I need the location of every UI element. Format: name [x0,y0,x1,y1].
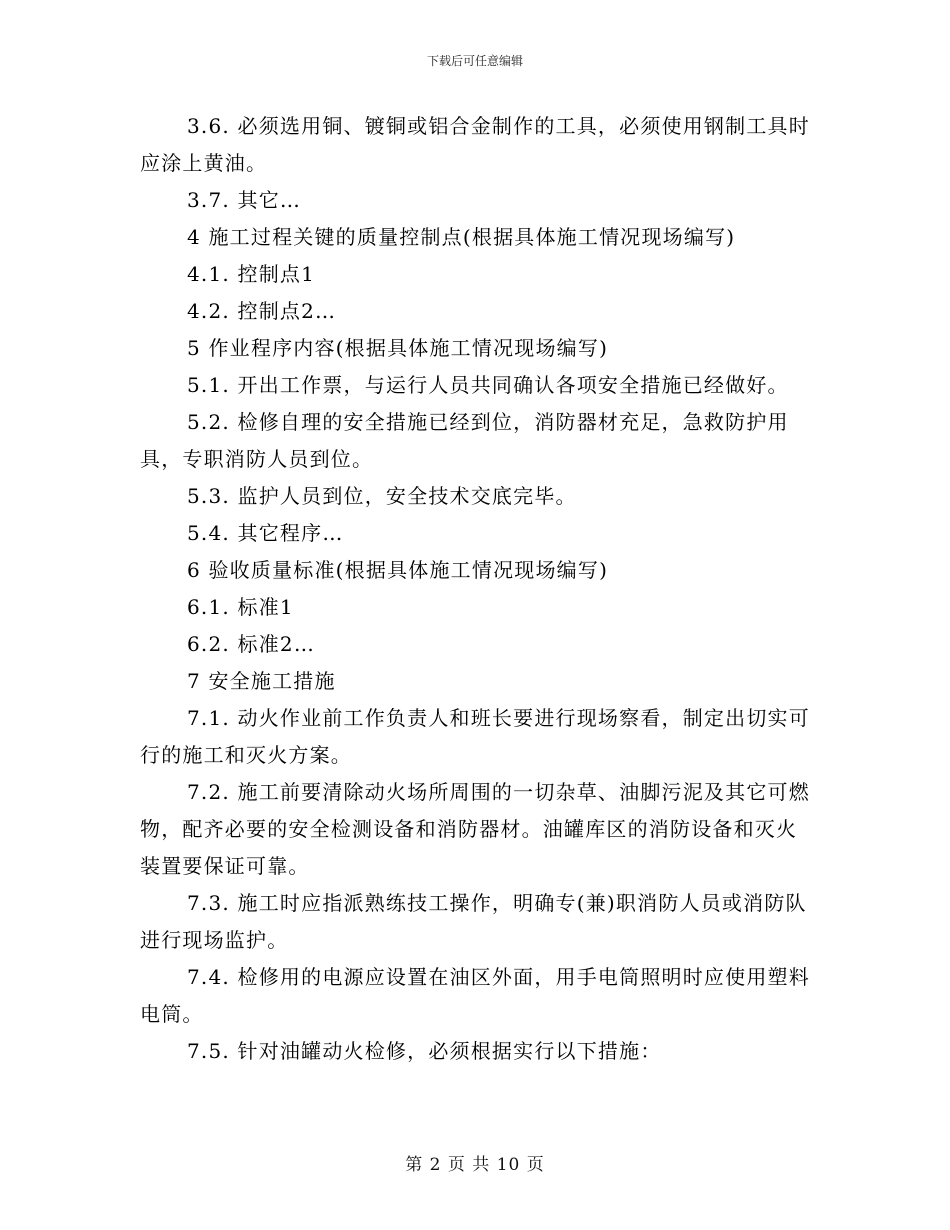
paragraph-5-4: 5.4. 其它程序… [187,521,344,545]
paragraph-4-1: 4.1. 控制点1 [187,262,316,286]
paragraph-3-7: 3.7. 其它… [187,188,302,212]
section-heading-7: 7 安全施工措施 [187,669,336,693]
paragraph-7-2: 7.2. 施工前要清除动火场所周围的一切杂草、油脚污泥及其它可燃物，配齐必要的安全检测设备和消防器材。油罐库区的消防设备和灭火装置要保证可靠。 [140,780,810,878]
paragraph-3-6: 3.6. 必须选用铜、镀铜或铝合金制作的工具，必须使用钢制工具时应涂上黄油。 [140,114,810,175]
paragraph-6-1: 6.1. 标准1 [187,595,294,619]
paragraph-5-3: 5.3. 监护人员到位，安全技术交底完毕。 [187,484,577,508]
section-heading-5: 5 作业程序内容(根据具体施工情况现场编写) [187,336,609,360]
page-number-footer: 第 2 页 共 10 页 [405,1155,545,1175]
section-heading-4: 4 施工过程关键的质量控制点(根据具体施工情况现场编写) [187,225,736,249]
section-heading-6: 6 验收质量标准(根据具体施工情况现场编写) [187,558,609,582]
paragraph-7-3: 7.3. 施工时应指派熟练技工操作，明确专(兼)职消防人员或消防队进行现场监护。 [140,891,807,952]
paragraph-7-5: 7.5. 针对油罐动火检修，必须根据实行以下措施： [187,1039,662,1063]
paragraph-5-2: 5.2. 检修自理的安全措施已经到位，消防器材充足，急救防护用具，专职消防人员到位。 [140,410,789,471]
paragraph-5-1: 5.1. 开出工作票，与运行人员共同确认各项安全措施已经做好。 [187,373,789,397]
paragraph-6-2: 6.2. 标准2… [187,632,316,656]
document-body [140,108,812,1070]
paragraph-4-2: 4.2. 控制点2… [187,299,337,323]
page-header-note: 下载后可任意编辑 [426,54,523,68]
paragraph-7-4: 7.4. 检修用的电源应设置在油区外面，用手电筒照明时应使用塑料电筒。 [140,965,810,1026]
paragraph-7-1: 7.1. 动火作业前工作负责人和班长要进行现场察看，制定出切实可行的施工和灭火方案。 [140,706,810,767]
